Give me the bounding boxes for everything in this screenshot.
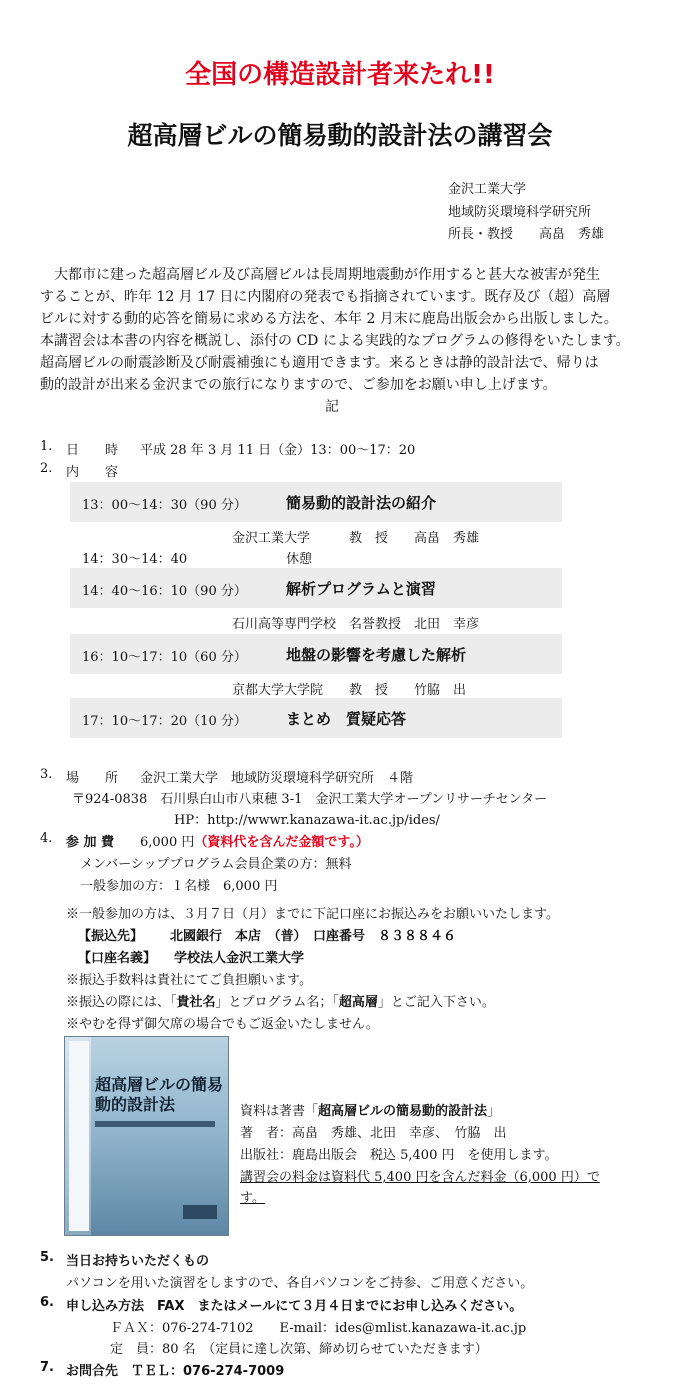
organizer-person: 所長・教授 高畠 秀雄 [448, 227, 605, 242]
note-text: 」とご記入下さい。 [377, 995, 495, 1010]
item7-label: お問合先 ＴＥＬ：076-274-7009 [66, 1364, 285, 1379]
fee-member: メンバーシッププログラム会員企業の方：無料 [80, 857, 352, 872]
item2-label: 内 容 [66, 465, 119, 480]
item1-number: 1. [40, 439, 53, 454]
contact-fax-email[interactable]: ＦＡＸ：076-274-7102 E-mail：ides@mlist.kanazawa-it.ac.jp [110, 1321, 527, 1336]
program-row-4 [70, 698, 562, 738]
venue-homepage[interactable]: HP：http://wwwr.kanazawa-it.ac.jp/ides/ [174, 813, 440, 828]
organizer-university: 金沢工業大学 [448, 182, 527, 197]
item3-number: 3. [40, 767, 53, 782]
item6-number: 6. [40, 1295, 54, 1310]
item5-number: 5. [40, 1250, 54, 1265]
fee-amount: 6,000 円 [140, 835, 195, 850]
item3-label: 場 所 [66, 771, 119, 786]
item6-label: 申し込み方法 FAX またはメールにて３月４日までにお申し込みください。 [66, 1299, 523, 1314]
book-cover-title: 超高層ビルの簡易動的設計法 [95, 1075, 224, 1114]
book-spine [69, 1041, 89, 1231]
item4-label: 参 加 費 [66, 835, 115, 850]
banner-headline: 全国の構造設計者来たれ!! [185, 60, 495, 90]
note-text: ※振込の際には、「 [66, 995, 177, 1010]
program-title: 解析プログラムと演習 [286, 580, 436, 598]
transfer-note: ※一般参加の方は、３月７日（月）までに下記口座にお振込みをお願いいたします。 [66, 907, 559, 922]
book-publisher-logo [183, 1205, 217, 1219]
fee-general: 一般参加の方：１名様 6,000 円 [80, 879, 278, 894]
item1-label: 日 時 [66, 443, 119, 458]
program-title: 簡易動的設計法の紹介 [286, 494, 437, 512]
book-publisher: 出版社：鹿島出版会 税込 5,400 円 を使用します。 [240, 1148, 558, 1163]
break-time: 14：30～14：40 [82, 552, 188, 567]
holder-name: 学校法人金沢工業大学 [174, 951, 305, 966]
item1-value: 平成 28 年 3 月 11 日（金）13：00～17：20 [140, 443, 416, 458]
fee-note: （資料代を含んだ金額です。） [194, 835, 369, 850]
item4-fee [140, 831, 369, 850]
book-fee-note: 講習会の料金は資料代 5,400 円を含んだ料金（6,000 円）で [240, 1170, 600, 1185]
note-text: 」とプログラム名；「 [215, 995, 339, 1010]
program-row-2 [70, 568, 562, 608]
intro-paragraph [40, 264, 630, 396]
book-authors: 著 者：高畠 秀雄、北田 幸彦、 竹脇 出 [240, 1126, 507, 1141]
item3-value: 金沢工業大学 地域防災環境科学研究所 ４階 [140, 771, 414, 786]
book-intro [240, 1100, 500, 1119]
note-emphasis: 貴社名 [176, 995, 216, 1010]
intro-line: 本講習会は本書の内容を概説し、添付の CD による実践的なプログラムの修得をいたします。 [40, 333, 630, 349]
program-time: 13：00～14：30（90 分） [82, 498, 247, 513]
intro-line: ビルに対する動的応答を簡易に求める方法を、本年 2 月末に鹿島出版会から出版しました。 [40, 311, 618, 327]
ki-mark: 記 [325, 399, 339, 415]
item4-number: 4. [40, 831, 53, 846]
note-no-refund: ※やむを得ず御欠席の場合でもご返金いたしません。 [66, 1017, 379, 1032]
book-intro-text: 資料は著書「 [240, 1104, 319, 1119]
bank-label: 【振込先】 [78, 929, 144, 944]
program-row-3 [70, 634, 562, 674]
item7-number: 7. [40, 1360, 54, 1375]
intro-line: 動的設計が出来る金沢までの旅行になりますので、ご参加をお願い申し上げます。 [40, 377, 557, 393]
book-intro-text: 」 [487, 1104, 501, 1119]
note-emphasis: 超高層 [338, 995, 378, 1010]
bank-info: 北國銀行 本店 （普） 口座番号 ８３８８４６ [170, 929, 457, 944]
book-cover-band [95, 1121, 215, 1127]
note-transfer-name [66, 991, 495, 1010]
break-label: 休憩 [286, 552, 313, 567]
item2-number: 2. [40, 461, 53, 476]
book-title: 超高層ビルの簡易動的設計法 [318, 1104, 488, 1119]
program-speaker: 京都大学大学院 教 授 竹脇 出 [232, 683, 467, 698]
note-fee-charge: ※振込手数料は貴社にてご負担願います。 [66, 973, 312, 988]
page-title: 超高層ビルの簡易動的設計法の講習会 [127, 121, 553, 150]
book-fee-note-cont: す。 [240, 1191, 265, 1206]
program-speaker: 金沢工業大学 教 授 高畠 秀雄 [232, 531, 480, 546]
program-title: 地盤の影響を考慮した解析 [286, 646, 467, 664]
program-time: 17：10～17：20（10 分） [82, 714, 247, 729]
organizer-institute: 地域防災環境科学研究所 [448, 205, 592, 220]
item5-text: パソコンを用いた演習をしますので、各自パソコンをご持参、ご用意ください。 [66, 1276, 534, 1291]
program-row-1 [70, 482, 562, 522]
venue-address: 〒924-0838 石川県白山市八束穂 3-1 金沢工業大学オープンリサーチセンター [72, 792, 548, 807]
intro-line: 超高層ビルの耐震診断及び耐震補強にも適用できます。来るときは静的設計法で、帰りは [40, 355, 599, 371]
intro-line: することが、昨年 12 月 17 日に内閣府の発表でも指摘されています。既存及び（超）高層 [40, 289, 611, 305]
program-title: まとめ 質疑応答 [286, 710, 407, 728]
book-cover-image [64, 1036, 229, 1236]
program-speaker: 石川高等専門学校 名誉教授 北田 幸彦 [232, 617, 480, 632]
intro-line: 大都市に建った超高層ビル及び高層ビルは長周期地震動が作用すると甚大な被害が発生 [40, 267, 600, 283]
holder-label: 【口座名義】 [78, 951, 157, 966]
item5-label: 当日お持ちいただくもの [66, 1254, 210, 1269]
program-time: 14：40～16：10（90 分） [82, 584, 247, 599]
program-time: 16：10～17：10（60 分） [82, 650, 247, 665]
capacity: 定 員：80 名 （定員に達し次第、締め切らせていただきます） [110, 1342, 488, 1357]
